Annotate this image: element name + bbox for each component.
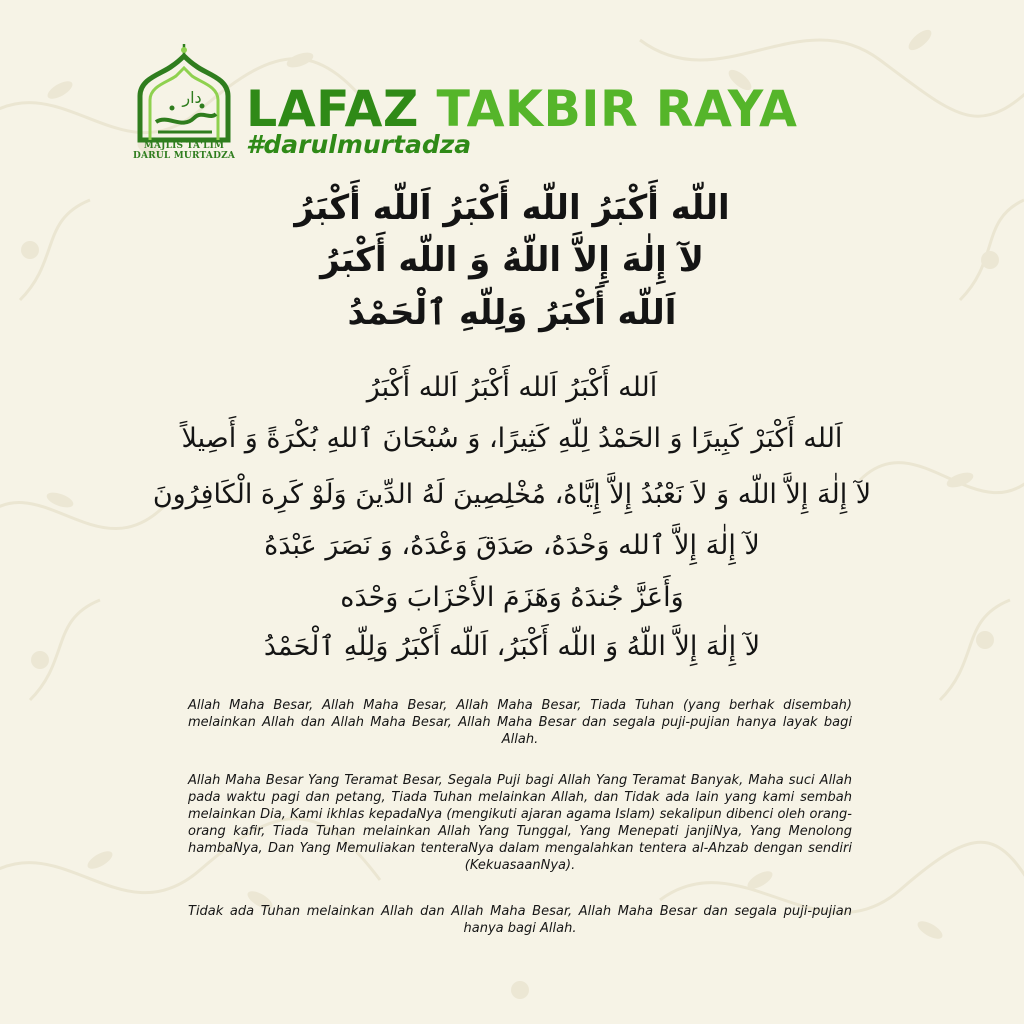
translation-paragraph: Allah Maha Besar Yang Teramat Besar, Segala Puji bagi Allah Yang Teramat Banyak, Maha suci Allah pada waktu pagi dan petang, Tiada Tuhan melainkan Allah, dan Tidak ada lain yang kami sembah melainkan Dia, Kami ikhlas kepadaNya (mengikuti ajaran agama Islam) sekalipun dibenci oleh orang-orang kafir, Tiada Tuhan melainkan Allah Yang Tunggal, Yang Menepati janjiNya, Yang Menolong hambaNya, Dan Yang Memuliakan tenteraNya dalam mengalahkan tentera al-Ahzab dengan sendiri (KekuasaanNya). [188,773,852,873]
title-word-lafaz: LAFAZ [246,80,419,138]
logo-arabic-text: دار [182,88,202,107]
arabic-line: اَللّه أَكْبَرُ وَلِلّهِ ٱلْحَمْدُ [347,293,677,333]
arabic-line: اَلله أَكْبَرْ كَبِيرًا وَ الحَمْدُ لِلّهِ كَثِيرًا، وَ سُبْحَانَ ٱللهِ بُكْرَةً وَ أَصِيلاً [181,423,843,454]
arabic-line: اَلله أَكْبَرُ اَلله أَكْبَرُ اَلله أَكْبَرُ [366,372,658,403]
arabic-line: لآ إِلٰهَ إِلاَّ اللّهُ وَ اللّه أَكْبَرُ، اَللّه أَكْبَرُ وَلِلّهِ ٱلْحَمْدُ [263,631,761,662]
arabic-line: لآ إِلٰهَ إِلاَّ ٱلله وَحْدَهُ، صَدَقَ وَعْدَهُ، وَ نَصَرَ عَبْدَهُ [264,530,760,561]
arabic-line: لآ إِلٰهَ إِلاَّ اللّه وَ لاَ نَعْبُدُ إِلاَّ إِيَّاهُ، مُخْلِصِينَ لَهُ الدِّينَ وَلَوْ كَرِهَ الْكَافِرُونَ [152,479,872,510]
hashtag: #darulmurtadza [246,130,472,159]
arabic-line: لآ إِلٰهَ إِلاَّ اللّهُ وَ اللّه أَكْبَرُ [320,240,704,280]
arabic-line: اللّه أَكْبَرُ اللّه أَكْبَرُ اَللّه أَكْبَرُ [294,188,730,228]
translation-paragraph: Tidak ada Tuhan melainkan Allah dan Allah Maha Besar, Allah Maha Besar dan segala puji-pujian hanya bagi Allah. [188,904,852,936]
page-title [246,82,797,136]
arabic-line: وَأَعَزَّ جُندَهُ وَهَزَمَ الأَحْزَابَ وَحْدَه [340,582,684,613]
translation-paragraph: Allah Maha Besar, Allah Maha Besar, Allah Maha Besar, Tiada Tuhan (yang berhak disembah) melainkan Allah dan Allah Maha Besar, Allah Maha Besar dan segala puji-pujian hanya layak bagi Allah. [188,698,852,747]
darul-murtadza-logo [132,44,236,162]
logo-text-line2: DARUL MURTADZA [132,151,236,161]
logo-text-line1: MAJLIS TA'LIM [143,141,225,151]
title-words-takbir-raya: TAKBIR RAYA [436,80,798,138]
